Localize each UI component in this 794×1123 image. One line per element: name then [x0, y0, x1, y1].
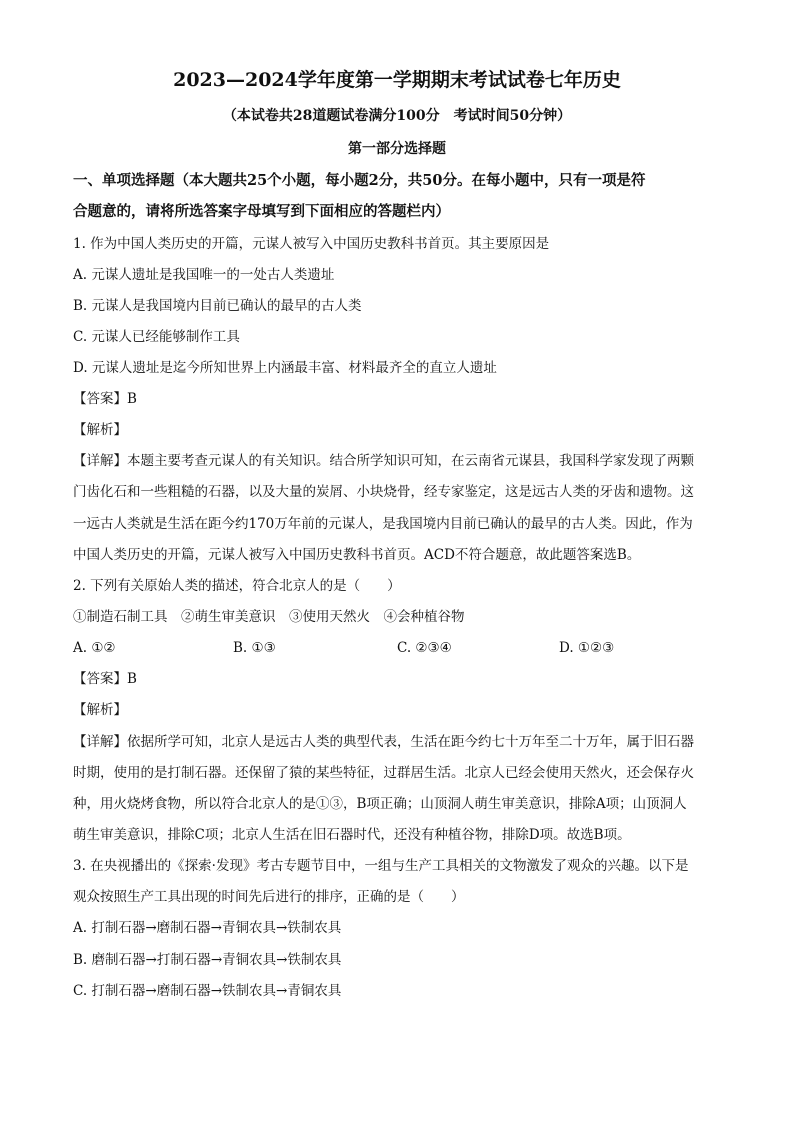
question-3-option-a: A. 打制石器→磨制石器→青铜农具→铁制农具 — [73, 920, 342, 936]
question-1-option-c: C. 元谋人已经能够制作工具 — [73, 329, 240, 345]
question-2-stem: 2. 下列有关原始人类的描述，符合北京人的是（ ） — [73, 578, 401, 594]
question-1-detail-line: 门齿化石和一些粗糙的石器，以及大量的炭屑、小块烧骨，经专家鉴定，这是远古人类的牙齿和遗物。这 — [73, 484, 694, 500]
exam-info-subtitle: （本试卷共28道题试卷满分100分 考试时间50分钟） — [222, 108, 572, 124]
question-1-detail-line: 一远古人类就是生活在距今约170万年前的元谋人，是我国境内目前已确认的最早的古人类。因此，作为 — [73, 516, 693, 532]
question-2-analysis-label: 【解析】 — [73, 702, 127, 718]
question-2-items: ①制造石制工具 ②萌生审美意识 ③使用天然火 ④会种植谷物 — [73, 609, 465, 625]
question-3-option-b: B. 磨制石器→打制石器→青铜农具→铁制农具 — [73, 952, 342, 968]
section-heading-line-2: 合题意的，请将所选答案字母填写到下面相应的答题栏内） — [73, 203, 450, 220]
question-1-detail-line: 中国人类历史的开篇，元谋人被写入中国历史教科书首页。ACD不符合题意，故此题答案选B。 — [73, 547, 641, 563]
question-2-detail-line: 【详解】依据所学可知，北京人是远古人类的典型代表，生活在距今约七十万年至二十万年，属于旧石器 — [73, 734, 694, 750]
question-1-stem: 1. 作为中国人类历史的开篇，元谋人被写入中国历史教科书首页。其主要原因是 — [73, 236, 550, 252]
question-3-stem-line: 观众按照生产工具出现的时间先后进行的排序，正确的是（ ） — [73, 889, 465, 905]
question-2-option-d: D. ①②③ — [559, 640, 615, 656]
question-2-option-b: B. ①③ — [233, 640, 276, 656]
section-heading-line-1: 一、单项选择题（本大题共25个小题，每小题2分，共50分。在每小题中，只有一项是符 — [73, 172, 646, 189]
question-1-detail-line: 【详解】本题主要考查元谋人的有关知识。结合所学知识可知，在云南省元谋县，我国科学家发现了两颗 — [73, 453, 694, 469]
part-title: 第一部分选择题 — [348, 141, 446, 157]
question-1-analysis-label: 【解析】 — [73, 422, 127, 438]
question-2-options-row — [73, 638, 733, 658]
question-1-option-d: D. 元谋人遗址是迄今所知世界上内涵最丰富、材料最齐全的直立人遗址 — [73, 360, 497, 376]
question-2-detail-line: 萌生审美意识，排除C项；北京人生活在旧石器时代，还没有种植谷物，排除D项。故选B项。 — [73, 827, 631, 843]
question-1-answer: 【答案】B — [73, 391, 137, 407]
question-3-stem-line: 3. 在央视播出的《探索·发现》考古专题节目中，一组与生产工具相关的文物激发了观众的兴趣。以下是 — [73, 858, 689, 874]
question-2-answer: 【答案】B — [73, 671, 137, 687]
question-1-option-a: A. 元谋人遗址是我国唯一的一处古人类遗址 — [73, 267, 335, 283]
question-2-option-c: C. ②③④ — [397, 640, 452, 656]
question-2-detail-line: 种，用火烧烤食物，所以符合北京人的是①③，B项正确；山顶洞人萌生审美意识，排除A项；山顶洞人 — [73, 796, 687, 812]
question-2-detail-line: 时期，使用的是打制石器。还保留了猿的某些特征，过群居生活。北京人已经会使用天然火，还会保存火 — [73, 765, 694, 781]
question-1-option-b: B. 元谋人是我国境内目前已确认的最早的古人类 — [73, 298, 362, 314]
page-title: 2023—2024学年度第一学期期末考试试卷七年历史 — [173, 69, 621, 91]
question-3-option-c: C. 打制石器→磨制石器→铁制农具→青铜农具 — [73, 983, 342, 999]
question-2-option-a: A. ①② — [73, 640, 116, 656]
